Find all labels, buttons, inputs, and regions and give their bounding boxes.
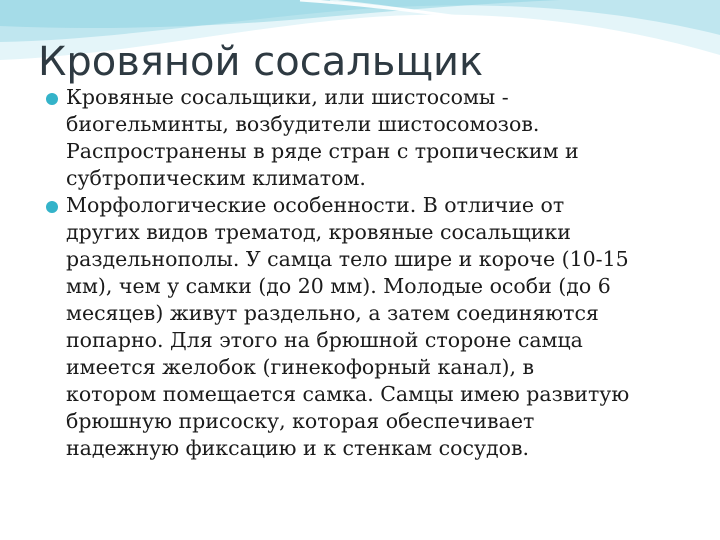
bullet-line: надежную фиксацию и к стенкам сосудов.: [66, 436, 530, 460]
bullet-dot-icon: [46, 201, 58, 213]
bullet-line: раздельнополы. У самца тело шире и короче (10-15: [66, 247, 629, 271]
bullet-line: субтропическим климатом.: [66, 166, 366, 190]
bullet-line: Кровяные сосальщики, или шистосомы -: [66, 85, 509, 109]
bullet-item: [44, 84, 708, 192]
bullet-line: имеется желобок (гинекофорный канал), в: [66, 355, 535, 379]
bullet-line: Морфологические особенности. В отличие от: [66, 193, 565, 217]
bullet-item: [44, 192, 708, 462]
bullet-line: других видов трематод, кровяные сосальщики: [66, 220, 571, 244]
bullet-line: Распространены в ряде стран с тропическим и: [66, 139, 579, 163]
bullet-line: мм), чем у самки (до 20 мм). Молодые особи (до 6: [66, 274, 611, 298]
bullet-line: биогельминты, возбудители шистосомозов.: [66, 112, 540, 136]
bullet-line: котором помещается самка. Самцы имею развитую: [66, 382, 630, 406]
bullet-line: попарно. Для этого на брюшной стороне самца: [66, 328, 583, 352]
slide-title: Кровяной сосальщик: [38, 39, 484, 85]
bullet-dot-icon: [46, 93, 58, 105]
bullet-line: брюшную присоску, которая обеспечивает: [66, 409, 535, 433]
bullet-line: месяцев) живут раздельно, а затем соединяются: [66, 301, 599, 325]
bullet-list: [44, 84, 708, 462]
